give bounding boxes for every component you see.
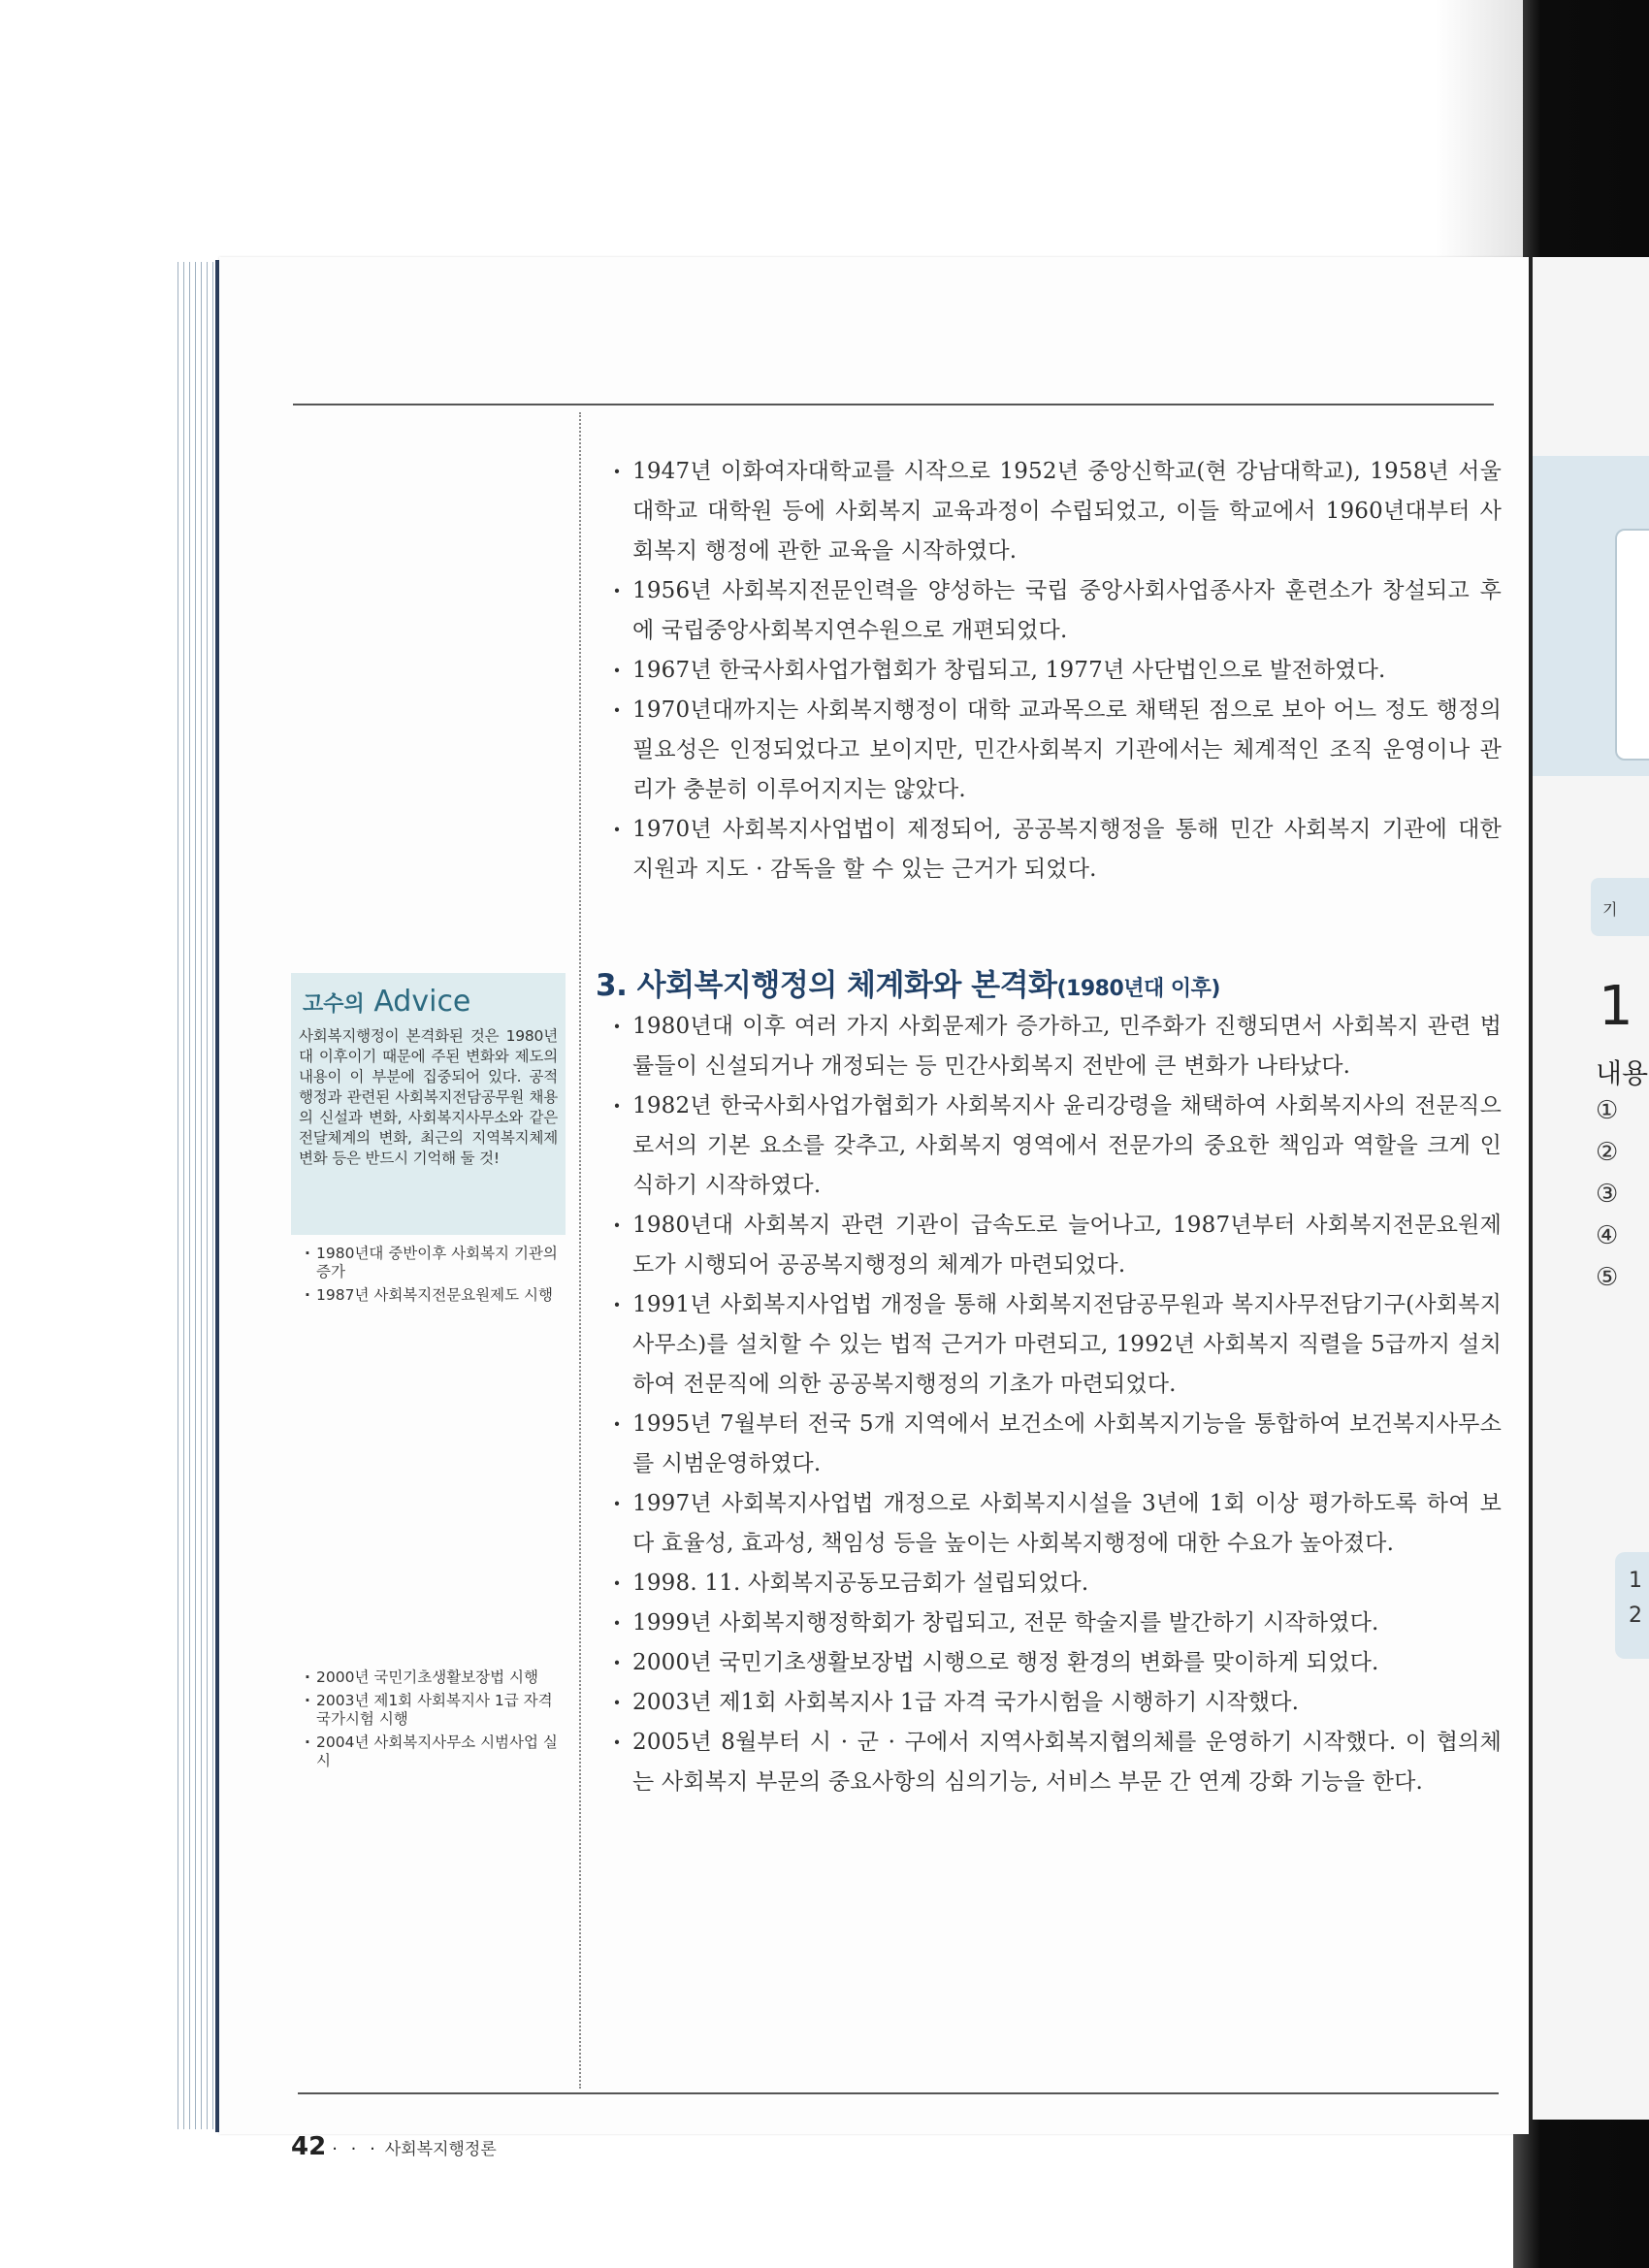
footer-dots: · · · <box>332 2139 379 2159</box>
sidebar-note: · 2003년 제1회 사회복지사 1급 자격 국가시험 시행 <box>303 1692 569 1729</box>
advice-title: Advice <box>373 985 471 1019</box>
section-title: 3. 사회복지행정의 체계화와 본격화 <box>596 968 1057 1003</box>
main-column-bottom <box>611 1007 1502 1802</box>
sidebar-note: · 2000년 국민기초생활보장법 시행 <box>303 1669 569 1687</box>
next-page-heading: 내용 <box>1596 1057 1649 1089</box>
next-page-item: ④ <box>1596 1221 1619 1250</box>
list-item: · 1997년 사회복지사업법 개정으로 사회복지시설을 3년에 1회 이상 평가하도록 하여 보다 효율성, 효과성, 책임성 등을 높이는 사회복지행정에 대한 수요가 높아졌다. <box>611 1484 1502 1564</box>
list-item: · 2000년 국민기초생활보장법 시행으로 행정 환경의 변화를 맞이하게 되었다. <box>611 1643 1502 1683</box>
next-page-tab: 기 <box>1591 878 1649 936</box>
next-page-number: 1 <box>1599 975 1633 1038</box>
column-separator <box>579 412 581 2089</box>
list-item: · 1991년 사회복지사업법 개정을 통해 사회복지전담공무원과 복지사무전담기구(사회복지사무소)를 설치할 수 있는 법적 근거가 마련되고, 1992년 사회복지 직렬을 5급까지 설치하여 전문직에 의한 공공복지행정의 기초가 마련되었다. <box>611 1285 1502 1405</box>
list-item: · 1956년 사회복지전문인력을 양성하는 국립 중앙사회사업종사자 훈련소가 창설되고 후에 국립중앙사회복지연수원으로 개편되었다. <box>611 571 1502 651</box>
list-item: · 1980년대 사회복지 관련 기관이 급속도로 늘어나고, 1987년부터 사회복지전문요원제도가 시행되어 공공복지행정의 체계가 마련되었다. <box>611 1206 1502 1285</box>
next-page-list <box>1596 1096 1618 1305</box>
footer-rule <box>298 2092 1499 2094</box>
list-item: · 1998. 11. 사회복지공동모금회가 설립되었다. <box>611 1564 1502 1604</box>
sidebar-notes-2 <box>303 1669 569 1775</box>
list-item: · 1967년 한국사회사업가협회가 창립되고, 1977년 사단법인으로 발전하였다. <box>611 651 1502 691</box>
header-rule <box>293 404 1494 405</box>
page-number: 42 <box>291 2132 327 2161</box>
advice-heading <box>303 985 558 1019</box>
next-page-tab-line: 2 <box>1629 1604 1642 1628</box>
next-page-item: ① <box>1596 1096 1619 1125</box>
list-item: · 1970년 사회복지사업법이 제정되어, 공공복지행정을 통해 민간 사회복지 기관에 대한 지원과 지도 · 감독을 할 수 있는 근거가 되었다. <box>611 810 1502 890</box>
next-page-item: ② <box>1596 1138 1619 1167</box>
scanner-shadow <box>1436 0 1523 272</box>
next-page-item: ⑤ <box>1596 1263 1619 1292</box>
list-item: · 1947년 이화여자대학교를 시작으로 1952년 중앙신학교(현 강남대학교), 1958년 서울대학교 대학원 등에 사회복지 교육과정이 수립되었고, 이들 학교에서 1960년대부터 사회복지 행정에 관한 교육을 시작하였다. <box>611 452 1502 571</box>
list-item: · 1995년 7월부터 전국 5개 지역에서 보건소에 사회복지기능을 통합하여 보건복지사무소를 시범운영하였다. <box>611 1405 1502 1484</box>
next-page-box <box>1615 529 1649 761</box>
list-item: · 1982년 한국사회사업가협회가 사회복지사 윤리강령을 채택하여 사회복지사의 전문직으로서의 기본 요소를 갖추고, 사회복지 영역에서 전문가의 중요한 책임과 역할을 크게 인식하기 시작하였다. <box>611 1086 1502 1206</box>
page-footer <box>291 2132 497 2161</box>
next-page-tab-line: 1 <box>1629 1569 1642 1593</box>
advice-box <box>291 973 566 1235</box>
next-page-item: ③ <box>1596 1180 1619 1209</box>
list-item: · 1970년대까지는 사회복지행정이 대학 교과목으로 채택된 점으로 보아 어느 정도 행정의 필요성은 인정되었다고 보이지만, 민간사회복지 기관에서는 체계적인 조직 운영이나 관리가 충분히 이루어지지는 않았다. <box>611 691 1502 810</box>
sidebar-notes-1 <box>303 1245 569 1310</box>
section-subtitle: (1980년대 이후) <box>1056 977 1220 1001</box>
section-heading <box>596 960 1220 1004</box>
list-item: · 1999년 사회복지행정학회가 창립되고, 전문 학술지를 발간하기 시작하였다. <box>611 1604 1502 1643</box>
next-page-tab-2 <box>1615 1552 1649 1659</box>
list-item: · 2005년 8월부터 시 · 군 · 구에서 지역사회복지협의체를 운영하기 시작했다. 이 협의체는 사회복지 부문의 중요사항의 심의기능, 서비스 부문 간 연계 강화 기능을 한다. <box>611 1723 1502 1802</box>
list-item: · 1980년대 이후 여러 가지 사회문제가 증가하고, 민주화가 진행되면서 사회복지 관련 법률들이 신설되거나 개정되는 등 민간사회복지 전반에 큰 변화가 나타났다. <box>611 1007 1502 1086</box>
book-title: 사회복지행정론 <box>384 2140 497 2159</box>
sidebar-note: · 1980년대 중반이후 사회복지 기관의 증가 <box>303 1245 569 1281</box>
history-list-early <box>611 452 1502 890</box>
list-item: · 2003년 제1회 사회복지사 1급 자격 국가시험을 시행하기 시작했다. <box>611 1683 1502 1723</box>
main-column-top <box>611 452 1502 890</box>
history-list-1980s <box>611 1007 1502 1802</box>
sidebar-note: · 1987년 사회복지전문요원제도 시행 <box>303 1286 569 1305</box>
advice-title-prefix: 고수의 <box>303 992 365 1017</box>
sidebar-note: · 2004년 사회복지사무소 시범사업 실시 <box>303 1733 569 1770</box>
advice-text: 사회복지행정이 본격화된 것은 1980년대 이후이기 때문에 주된 변화와 제도의 내용이 이 부분에 집중되어 있다. 공적 행정과 관련된 사회복지전담공무원 채용의 신설과 변화, 사회복지사무소와 같은 전달체계의 변화, 최근의 지역복지체제 변화 등은 반드시 기억해 둘 것! <box>299 1027 558 1167</box>
